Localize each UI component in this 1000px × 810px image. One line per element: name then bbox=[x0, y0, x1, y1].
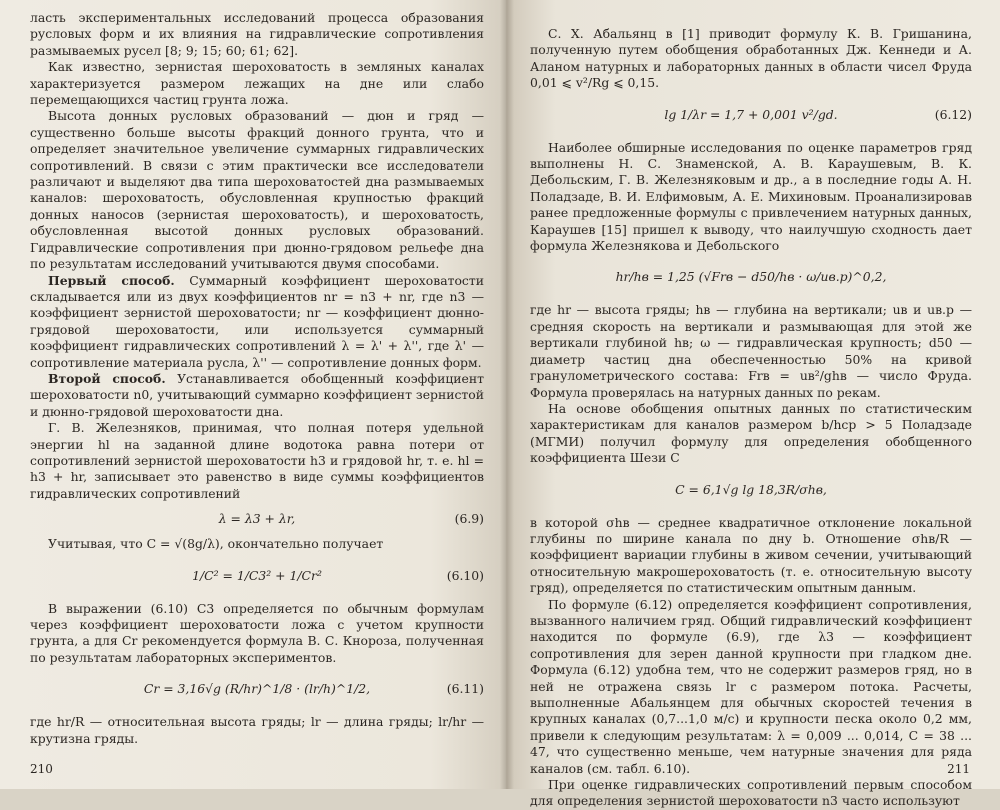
equation-6-11 bbox=[30, 670, 484, 710]
paragraph: где hr/R — относительная высота гряды; lr — длина гряды; lr/hr — крутизна гряды. bbox=[30, 714, 484, 746]
paragraph: Высота донных русловых образований — дюн и гряд — существенно больше высоты фракций донного грунта, что и определяет значительное увеличение суммарных гидравлических сопротивлений. В связи с этим практически все исследователи различают и выделяют два типа шероховатостей дна размываемых каналов: шероховатость, обусловленная крупностью фракций донных наносов (зернистая шероховатость), и шероховатость, обусловленная высотой донных русловых образований. Гидравлические сопротивления при дюнно-грядовом рельефе дна по результатам исследований учитываются двумя способами. bbox=[30, 108, 484, 272]
method-1-heading: Первый способ. bbox=[48, 272, 175, 288]
paragraph: На основе обобщения опытных данных по статистическим характеристикам для каналов размером b/hср > 5 Поладзаде (МГМИ) получил формулу для определения обобщенного коэффициента Шези C bbox=[530, 400, 972, 466]
equation-6-10 bbox=[30, 557, 484, 597]
paragraph: где hr — высота гряды; hв — глубина на вертикали; uв и uв.р — средняя скорость на вертикали и размывающая для этой же вертикали глубиной hв; ω — гидравлическая крупность; d50 — диаметр частиц дна обеспеченностью 50% на кривой гранулометрического состава: Frв = uв²/ghв — число Фруда. Формула проверялась на натурных данных по рекам. bbox=[530, 302, 972, 400]
right-page bbox=[506, 0, 1000, 809]
equation-chezy bbox=[530, 471, 972, 511]
paragraph-method-1 bbox=[30, 273, 484, 371]
paragraph: При оценке гидравлических сопротивлений первым способом для определения зернистой шероховатости n3 часто используют bbox=[530, 777, 972, 809]
equation-number: (6.10) bbox=[446, 567, 484, 583]
equation-6-9 bbox=[30, 506, 484, 532]
paragraph-method-2 bbox=[30, 371, 484, 420]
left-page bbox=[0, 0, 506, 789]
paragraph: Как известно, зернистая шероховатость в земляных каналах характеризуется размером лежащих на дне или слабо перемещающихся частиц грунта ложа. bbox=[30, 59, 484, 108]
paragraph: в которой σhв — среднее квадратичное отклонение локальной глубины по ширине канала по дну b. Отношение σhв/R — коэффициент вариации глубины в живом сечении, учитывающий относительную макрошероховатость (т. е. относительную высоту гряд), определяется по статистическим опытным данным. bbox=[530, 514, 972, 596]
paragraph: В выражении (6.10) C3 определяется по обычным формулам через коэффициент шероховатости ложа с учетом крупности грунта, а для Cr рекомендуется формула В. С. Кнороза, полученная по результатам лабораторных экспериментов. bbox=[30, 600, 484, 665]
method-2-heading: Второй способ. bbox=[48, 370, 166, 386]
equation-expression: C = 6,1√g lg 18,3R/σhв, bbox=[675, 481, 827, 497]
paragraph: Г. В. Железняков, принимая, что полная потеря удельной энергии hl на заданной длине водотока равна потери от сопротивлений зернистой шероховатости h3 и грядовой hr, т. е. hl = h3 + hr, записывает это равенство в виде суммы коэффициентов гидравлических сопротивлений bbox=[30, 420, 484, 501]
equation-expression: 1/C² = 1/C3² + 1/Cr² bbox=[192, 567, 322, 583]
equation-number: (6.11) bbox=[446, 681, 484, 697]
paragraph: Учитывая, что C = √(8g/λ), окончательно получает bbox=[48, 536, 384, 552]
equation-number: (6.12) bbox=[934, 106, 972, 122]
equation-expression: λ = λ3 + λr, bbox=[218, 511, 296, 527]
paragraph: По формуле (6.12) определяется коэффициент сопротивления, вызванного наличием гряд. Общий гидравлический коэффициент находится по формуле (6.9), где λ3 — коэффициент сопротивления для зерен данной крупности при гладком дне. Формула (6.12) удобна тем, что не содержит размеров гряд, но в ней не отражена связь lr с размером потока. Расчеты, выполненные Абальянцем для обычных скоростей течения в крупных каналах (0,7...1,0 м/с) и крупности песка около 0,2 мм, привели к следующим результатам: λ = 0,009 ... 0,014, C = 38 ... 47, что существенно меньше, чем натурные значения для ряда каналов (см. табл. 6.10). bbox=[530, 596, 972, 776]
equation-6-12 bbox=[530, 96, 972, 136]
paragraph: Наиболее обширные исследования по оценке параметров гряд выполнены Н. С. Знаменской, А. В. Караушевым, В. К. Дебольским, Г. В. Железняковым и др., а в последние годы А. Н. Поладзаде, В. И. Елфимовым, А. Е. Михиновым. Проанализировав ранее предложенные формулы с привлечением натурных данных, Караушев [15] пришел к выводу, что наилучшую сходность дает формула Железнякова и Дебольского bbox=[530, 139, 972, 254]
equation-debolsky bbox=[530, 258, 972, 298]
equation-number: (6.9) bbox=[454, 511, 484, 527]
method-2-text: Устанавливается обобщенный коэффициент шероховатости n0, учитывающий суммарно коэффициент зернистой и дюнно-грядовой шероховатости дна. bbox=[30, 370, 484, 419]
book-gutter-shadow bbox=[500, 0, 514, 789]
paragraph: С. Х. Абальянц в [1] приводит формулу К. В. Гришанина, полученную путем обобщения обработанных Дж. Кеннеди и А. Аланом натурных и лабораторных данных в области чисел Фруда 0,01 ⩽ v²/Rg ⩽ 0,15. bbox=[530, 26, 972, 91]
page-number: 211 bbox=[947, 761, 970, 776]
equation-expression: lg 1/λr = 1,7 + 0,001 v²/gd. bbox=[664, 106, 838, 122]
paragraph: ласть экспериментальных исследований процесса образования русловых форм и их влияния на гидравлические сопротивления размываемых русел [8; 9; 15; 60; 61; 62]. bbox=[30, 10, 484, 58]
method-1-text: Суммарный коэффициент шероховатости складывается или из двух коэффициентов nr = n3 + nr, где n3 — коэффициент зернистой шероховатости; nr — коэффициент дюнно-грядовой шероховатости, или используется суммарный коэффициент гидравлических сопротивлений λ = λ' + λ'', где λ' — сопротивление материала русла, λ'' — сопротивление донных форм. bbox=[30, 272, 484, 370]
equation-expression: hr/hв = 1,25 (√Frв − d50/hв · ω/uв.р)^0,2, bbox=[615, 269, 887, 285]
equation-expression: Cr = 3,16√g (R/hr)^1/8 · (lr/h)^1/2, bbox=[143, 681, 371, 697]
page-number: 210 bbox=[30, 761, 53, 776]
